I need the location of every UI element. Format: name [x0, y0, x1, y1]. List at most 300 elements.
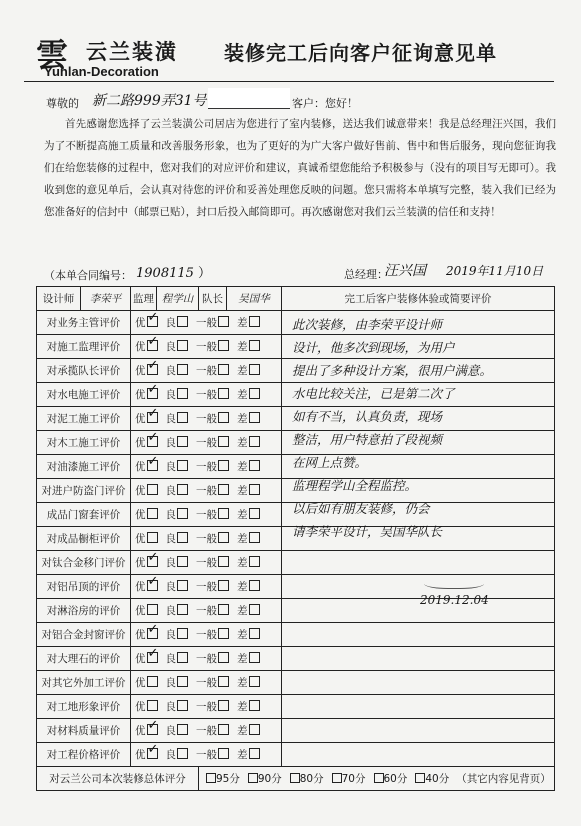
row-label: 对成品橱柜评价 — [37, 527, 131, 551]
comment-line: 如有不当，认真负责，现场 — [292, 409, 443, 424]
rating-option[interactable] — [166, 387, 189, 402]
rating-option[interactable] — [166, 579, 189, 594]
rating-option[interactable] — [166, 675, 189, 690]
table-header-row — [37, 287, 555, 311]
rating-option-label: 一般 — [196, 677, 217, 689]
company-logo: 雲 — [36, 36, 67, 74]
rating-checkbox[interactable] — [177, 532, 188, 543]
rating-checkbox[interactable] — [218, 316, 229, 327]
rating-option-label: 良 — [165, 629, 176, 641]
table-row — [37, 743, 555, 767]
rating-checkbox[interactable] — [177, 508, 188, 519]
score-label: 40分 — [425, 773, 450, 785]
rating-option-label: 一般 — [196, 629, 217, 641]
rating-option-label: 一般 — [196, 485, 217, 497]
rating-option[interactable] — [166, 531, 189, 546]
rating-checkbox[interactable] — [249, 748, 260, 759]
rating-options — [131, 527, 282, 551]
row-label: 对业务主管评价 — [37, 311, 131, 335]
rating-option-label: 优 — [135, 629, 146, 641]
rating-option[interactable] — [135, 531, 158, 546]
rating-option[interactable] — [135, 363, 158, 378]
rating-checkbox[interactable] — [249, 508, 260, 519]
rating-option-label: 一般 — [196, 701, 217, 713]
customer-address[interactable]: 新二路999弄31号 — [92, 93, 207, 109]
designer-name[interactable]: 李荣平 — [81, 287, 131, 311]
rating-option[interactable] — [166, 747, 189, 762]
rating-option[interactable] — [196, 531, 229, 546]
rating-option[interactable] — [237, 387, 260, 402]
rating-checkbox[interactable] — [177, 460, 188, 471]
contract-number[interactable]: 1908115 ） — [136, 266, 212, 281]
back-page-note: （其它内容见背页） — [456, 773, 551, 785]
rating-option[interactable] — [196, 723, 229, 738]
rating-option[interactable] — [196, 675, 229, 690]
score-option[interactable] — [205, 771, 240, 786]
comment-cell[interactable] — [282, 671, 555, 695]
rating-checkbox[interactable] — [249, 460, 260, 471]
rating-option-label: 良 — [165, 317, 176, 329]
rating-checkbox[interactable] — [177, 364, 188, 375]
row-label: 对泥工施工评价 — [37, 407, 131, 431]
rating-option[interactable] — [196, 459, 229, 474]
rating-checkbox[interactable] — [218, 364, 229, 375]
rating-option-label: 差 — [237, 461, 248, 473]
score-checkbox[interactable] — [374, 773, 384, 783]
rating-option[interactable] — [196, 699, 229, 714]
rating-option[interactable] — [196, 435, 229, 450]
rating-checkbox[interactable] — [177, 556, 188, 567]
rating-option-label: 优 — [135, 317, 146, 329]
score-option[interactable] — [289, 771, 324, 786]
rating-checkbox[interactable] — [249, 580, 260, 591]
rating-option-label: 良 — [165, 533, 176, 545]
row-label: 对承揽队长评价 — [37, 359, 131, 383]
comment-cell[interactable] — [282, 599, 555, 623]
rating-option[interactable] — [237, 435, 260, 450]
comment-cell[interactable] — [282, 551, 555, 575]
rating-option[interactable] — [166, 555, 189, 570]
rating-option-label: 差 — [237, 557, 248, 569]
rating-option[interactable] — [135, 435, 158, 450]
rating-option-label: 优 — [135, 437, 146, 449]
score-option[interactable] — [247, 771, 282, 786]
row-label: 对铝合金封窗评价 — [37, 623, 131, 647]
rating-checkbox[interactable] — [177, 484, 188, 495]
rating-option[interactable] — [196, 603, 229, 618]
rating-option-label: 差 — [237, 437, 248, 449]
rating-option[interactable] — [135, 579, 158, 594]
table-row — [37, 647, 555, 671]
rating-checkbox[interactable] — [218, 388, 229, 399]
table-row — [37, 551, 555, 575]
rating-options — [131, 575, 282, 599]
rating-option[interactable] — [166, 339, 189, 354]
rating-option[interactable] — [166, 411, 189, 426]
rating-checkbox[interactable] — [147, 316, 158, 327]
score-label: 70分 — [341, 773, 366, 785]
rating-option[interactable] — [237, 363, 260, 378]
row-label: 对水电施工评价 — [37, 383, 131, 407]
score-checkbox[interactable] — [332, 773, 342, 783]
rating-checkbox[interactable] — [147, 508, 158, 519]
rating-checkbox[interactable] — [218, 724, 229, 735]
rating-option[interactable] — [166, 459, 189, 474]
rating-option[interactable] — [237, 603, 260, 618]
rating-checkbox[interactable] — [177, 580, 188, 591]
rating-option[interactable] — [237, 339, 260, 354]
rating-checkbox[interactable] — [249, 412, 260, 423]
table-row — [37, 695, 555, 719]
rating-checkbox[interactable] — [218, 412, 229, 423]
rating-option-label: 良 — [165, 437, 176, 449]
rating-options — [131, 335, 282, 359]
rating-option[interactable] — [237, 411, 260, 426]
rating-option[interactable] — [196, 507, 229, 522]
brand-name-cn: 云兰装潢 — [86, 40, 178, 64]
row-label: 对铝吊顶的评价 — [37, 575, 131, 599]
rating-option-label: 差 — [237, 485, 248, 497]
rating-option[interactable] — [237, 315, 260, 330]
rating-checkbox[interactable] — [177, 436, 188, 447]
rating-option-label: 良 — [165, 461, 176, 473]
rating-option-label: 一般 — [196, 365, 217, 377]
score-checkbox[interactable] — [206, 773, 216, 783]
rating-option-label: 差 — [237, 749, 248, 761]
manager-date: 2019年11月10日 — [446, 264, 544, 278]
score-checkbox[interactable] — [248, 773, 258, 783]
rating-option-label: 良 — [165, 677, 176, 689]
rating-option-label: 一般 — [196, 317, 217, 329]
rating-option[interactable] — [135, 555, 158, 570]
rating-options — [131, 743, 282, 767]
comment-cell[interactable] — [282, 743, 555, 767]
rating-option[interactable] — [166, 363, 189, 378]
rating-option[interactable] — [237, 675, 260, 690]
rating-checkbox[interactable] — [177, 652, 188, 663]
rating-checkbox[interactable] — [249, 532, 260, 543]
rating-checkbox[interactable] — [249, 436, 260, 447]
rating-checkbox[interactable] — [147, 700, 158, 711]
rating-checkbox[interactable] — [249, 388, 260, 399]
brand-name-en: Yunlan-Decoration — [44, 64, 159, 79]
table-row — [37, 719, 555, 743]
row-label: 对油漆施工评价 — [37, 455, 131, 479]
rating-option-label: 优 — [135, 365, 146, 377]
rating-checkbox[interactable] — [218, 652, 229, 663]
rating-option[interactable] — [166, 723, 189, 738]
rating-option-label: 一般 — [196, 509, 217, 521]
comment-date: 2019.12.04 — [420, 593, 489, 607]
rating-option[interactable] — [237, 747, 260, 762]
rating-checkbox[interactable] — [147, 532, 158, 543]
rating-checkbox[interactable] — [249, 340, 260, 351]
rating-option-label: 差 — [237, 629, 248, 641]
rating-options — [131, 719, 282, 743]
rating-option[interactable] — [196, 315, 229, 330]
rating-checkbox[interactable] — [218, 628, 229, 639]
rating-option-label: 一般 — [196, 389, 217, 401]
row-label: 对钛合金移门评价 — [37, 551, 131, 575]
rating-option[interactable] — [196, 483, 229, 498]
rating-checkbox[interactable] — [147, 556, 158, 567]
rating-option[interactable] — [135, 339, 158, 354]
rating-checkbox[interactable] — [218, 508, 229, 519]
row-label: 对淋浴房的评价 — [37, 599, 131, 623]
rating-option-label: 差 — [237, 701, 248, 713]
rating-option[interactable] — [237, 555, 260, 570]
rating-option[interactable] — [237, 627, 260, 642]
rating-option-label: 优 — [135, 653, 146, 665]
rating-checkbox[interactable] — [249, 316, 260, 327]
rating-checkbox[interactable] — [147, 460, 158, 471]
rating-option[interactable] — [196, 627, 229, 642]
rating-option-label: 优 — [135, 533, 146, 545]
rating-option-label: 一般 — [196, 557, 217, 569]
rating-checkbox[interactable] — [177, 628, 188, 639]
score-option[interactable] — [331, 771, 366, 786]
foreman-label: 队长 — [199, 287, 227, 311]
rating-checkbox[interactable] — [218, 556, 229, 567]
rating-option[interactable] — [196, 579, 229, 594]
rating-checkbox[interactable] — [218, 604, 229, 615]
row-label: 对木工施工评价 — [37, 431, 131, 455]
overall-score-label: 对云兰公司本次装修总体评分 — [37, 767, 199, 791]
rating-option[interactable] — [196, 555, 229, 570]
score-label: 90分 — [257, 773, 282, 785]
rating-option-label: 一般 — [196, 749, 217, 761]
rating-checkbox[interactable] — [218, 748, 229, 759]
rating-checkbox[interactable] — [249, 652, 260, 663]
rating-checkbox[interactable] — [147, 724, 158, 735]
rating-option[interactable] — [166, 507, 189, 522]
rating-option[interactable] — [135, 315, 158, 330]
rating-checkbox[interactable] — [218, 676, 229, 687]
row-label: 对其它外加工评价 — [37, 671, 131, 695]
rating-checkbox[interactable] — [177, 412, 188, 423]
rating-option[interactable] — [196, 339, 229, 354]
comment-line: 监理程学山全程监控。 — [292, 478, 418, 493]
rating-option[interactable] — [196, 651, 229, 666]
rating-options — [131, 455, 282, 479]
rating-checkbox[interactable] — [147, 748, 158, 759]
rating-checkbox[interactable] — [218, 484, 229, 495]
rating-option[interactable] — [237, 483, 260, 498]
rating-checkbox[interactable] — [147, 652, 158, 663]
rating-checkbox[interactable] — [147, 604, 158, 615]
rating-option[interactable] — [237, 531, 260, 546]
rating-option-label: 良 — [165, 557, 176, 569]
rating-option[interactable] — [196, 363, 229, 378]
rating-checkbox[interactable] — [147, 436, 158, 447]
rating-option-label: 一般 — [196, 461, 217, 473]
rating-option[interactable] — [196, 387, 229, 402]
rating-option[interactable] — [237, 699, 260, 714]
rating-checkbox[interactable] — [218, 460, 229, 471]
rating-checkbox[interactable] — [177, 724, 188, 735]
rating-option-label: 差 — [237, 605, 248, 617]
score-label: 60分 — [383, 773, 408, 785]
rating-checkbox[interactable] — [249, 724, 260, 735]
rating-checkbox[interactable] — [249, 484, 260, 495]
rating-options — [131, 359, 282, 383]
rating-option[interactable] — [135, 747, 158, 762]
rating-option[interactable] — [135, 603, 158, 618]
rating-option[interactable] — [166, 651, 189, 666]
rating-option-label: 优 — [135, 389, 146, 401]
rating-checkbox[interactable] — [147, 388, 158, 399]
rating-options — [131, 623, 282, 647]
rating-checkbox[interactable] — [177, 604, 188, 615]
contract-label: （本单合同编号： — [44, 269, 132, 282]
rating-option[interactable] — [196, 411, 229, 426]
rating-checkbox[interactable] — [147, 676, 158, 687]
rating-option[interactable] — [135, 483, 158, 498]
rating-option-label: 一般 — [196, 533, 217, 545]
rating-option[interactable] — [135, 387, 158, 402]
score-option[interactable] — [373, 771, 408, 786]
rating-option[interactable] — [135, 699, 158, 714]
rating-checkbox[interactable] — [177, 316, 188, 327]
row-label: 对施工监理评价 — [37, 335, 131, 359]
rating-option[interactable] — [135, 627, 158, 642]
rating-option-label: 优 — [135, 461, 146, 473]
rating-option-label: 优 — [135, 509, 146, 521]
rating-checkbox[interactable] — [218, 580, 229, 591]
comment-cell[interactable] — [282, 647, 555, 671]
rating-option-label: 一般 — [196, 413, 217, 425]
rating-option-label: 差 — [237, 533, 248, 545]
rating-option[interactable] — [166, 699, 189, 714]
redacted-area — [208, 88, 290, 109]
rating-option-label: 优 — [135, 341, 146, 353]
rating-checkbox[interactable] — [218, 532, 229, 543]
overall-score-options — [199, 767, 555, 791]
rating-checkbox[interactable] — [249, 604, 260, 615]
rating-option-label: 差 — [237, 509, 248, 521]
supervisor-name[interactable]: 程学山 — [157, 287, 199, 311]
comment-cell[interactable] — [282, 623, 555, 647]
rating-checkbox[interactable] — [147, 412, 158, 423]
rating-checkbox[interactable] — [147, 580, 158, 591]
comment-line: 在网上点赞。 — [292, 455, 368, 470]
rating-option-label: 差 — [237, 365, 248, 377]
rating-option[interactable] — [135, 411, 158, 426]
rating-option-label: 优 — [135, 677, 146, 689]
score-checkbox[interactable] — [290, 773, 300, 783]
rating-checkbox[interactable] — [218, 436, 229, 447]
rating-options — [131, 695, 282, 719]
rating-option-label: 一般 — [196, 605, 217, 617]
rating-options — [131, 479, 282, 503]
rating-checkbox[interactable] — [249, 676, 260, 687]
rating-options — [131, 599, 282, 623]
rating-option[interactable] — [237, 651, 260, 666]
comment-cell[interactable] — [282, 575, 555, 599]
rating-option[interactable] — [237, 723, 260, 738]
rating-checkbox[interactable] — [177, 676, 188, 687]
rating-options — [131, 383, 282, 407]
rating-option[interactable] — [237, 507, 260, 522]
rating-checkbox[interactable] — [249, 700, 260, 711]
rating-checkbox[interactable] — [218, 340, 229, 351]
comment-line: 以后如有朋友装修，仍会 — [292, 501, 430, 516]
rating-option-label: 差 — [237, 653, 248, 665]
customer-comments[interactable] — [292, 313, 550, 543]
rating-checkbox[interactable] — [177, 700, 188, 711]
rating-option[interactable] — [166, 483, 189, 498]
rating-checkbox[interactable] — [147, 484, 158, 495]
rating-option[interactable] — [135, 675, 158, 690]
comment-cell[interactable] — [282, 695, 555, 719]
rating-option[interactable] — [166, 435, 189, 450]
rating-option[interactable] — [237, 459, 260, 474]
rating-option-label: 一般 — [196, 581, 217, 593]
rating-checkbox[interactable] — [249, 628, 260, 639]
rating-checkbox[interactable] — [177, 748, 188, 759]
score-label: 95分 — [216, 773, 240, 785]
rating-option-label: 良 — [165, 701, 176, 713]
score-checkbox[interactable] — [415, 773, 425, 783]
rating-checkbox[interactable] — [147, 628, 158, 639]
greeting-prefix: 尊敬的 — [46, 97, 79, 110]
rating-option-label: 差 — [237, 413, 248, 425]
rating-option-label: 良 — [165, 605, 176, 617]
rating-checkbox[interactable] — [249, 364, 260, 375]
rating-option-label: 一般 — [196, 437, 217, 449]
table-row — [37, 671, 555, 695]
rating-option[interactable] — [135, 507, 158, 522]
rating-checkbox[interactable] — [177, 388, 188, 399]
customer-signature — [424, 576, 484, 589]
row-label: 对工地形象评价 — [37, 695, 131, 719]
rating-checkbox[interactable] — [147, 340, 158, 351]
manager-label: 总经理： — [344, 268, 388, 281]
score-option[interactable] — [414, 771, 449, 786]
rating-option-label: 良 — [165, 653, 176, 665]
rating-option[interactable] — [166, 603, 189, 618]
rating-option-label: 差 — [237, 317, 248, 329]
rating-option-label: 优 — [135, 485, 146, 497]
rating-option-label: 良 — [165, 413, 176, 425]
rating-checkbox[interactable] — [177, 340, 188, 351]
rating-option-label: 差 — [237, 725, 248, 737]
rating-checkbox[interactable] — [218, 700, 229, 711]
rating-option[interactable] — [135, 651, 158, 666]
document-title: 装修完工后向客户征询意见单 — [224, 41, 497, 65]
rating-option-label: 良 — [165, 581, 176, 593]
row-label: 对材料质量评价 — [37, 719, 131, 743]
row-label: 对进户防盗门评价 — [37, 479, 131, 503]
rating-option[interactable] — [196, 747, 229, 762]
foreman-name[interactable]: 吴国华 — [227, 287, 282, 311]
comment-cell[interactable] — [282, 719, 555, 743]
rating-option[interactable] — [166, 315, 189, 330]
rating-option-label: 优 — [135, 749, 146, 761]
rating-option[interactable] — [135, 459, 158, 474]
rating-checkbox[interactable] — [249, 556, 260, 567]
manager-signature: 汪兴国 — [384, 263, 426, 279]
rating-option[interactable] — [166, 627, 189, 642]
rating-option[interactable] — [135, 723, 158, 738]
comment-line: 设计，他多次到现场，为用户 — [292, 340, 455, 355]
rating-option-label: 优 — [135, 581, 146, 593]
rating-checkbox[interactable] — [147, 364, 158, 375]
rating-option[interactable] — [237, 579, 260, 594]
overall-score-row — [37, 767, 555, 791]
comment-line: 请李荣平设计，吴国华队长 — [292, 524, 443, 539]
rating-option-label: 差 — [237, 389, 248, 401]
